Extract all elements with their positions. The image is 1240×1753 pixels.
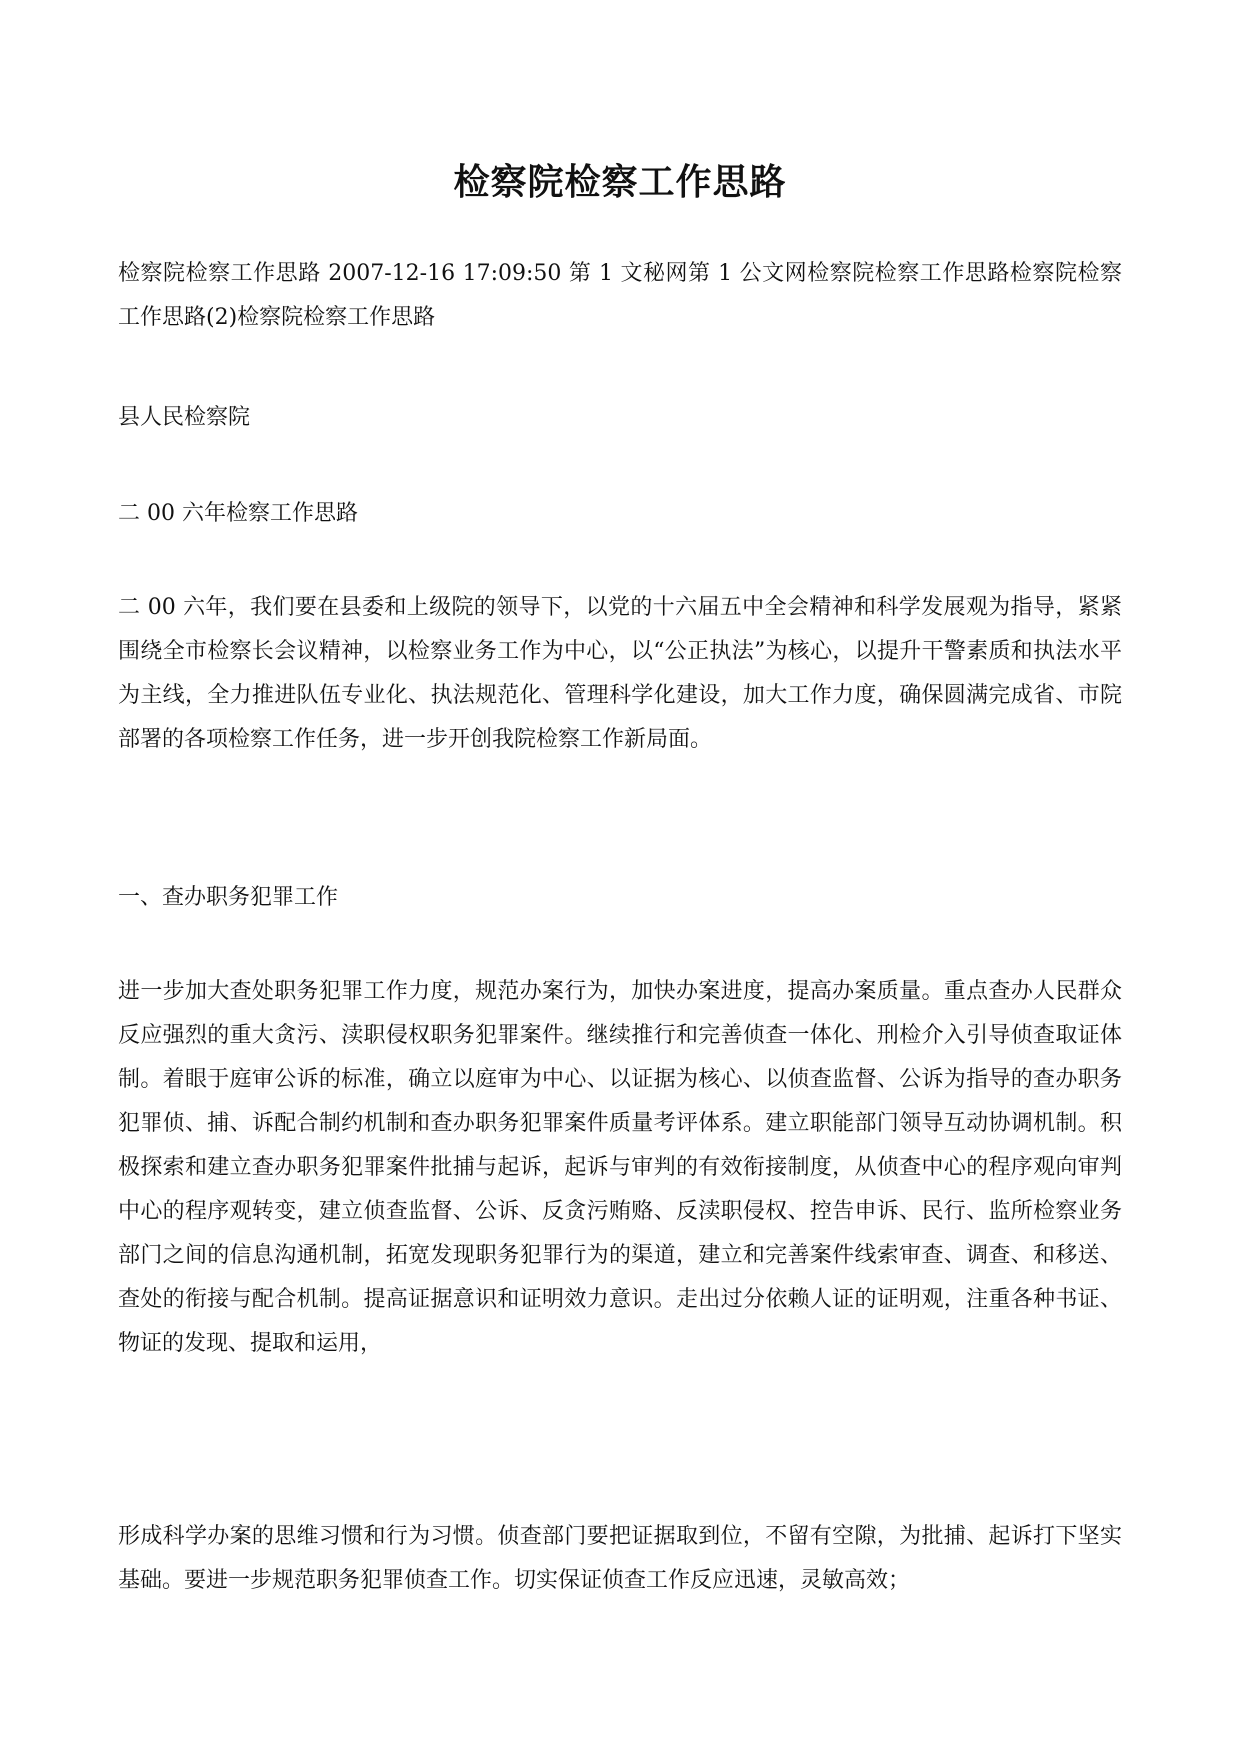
document-title: 检察院检察工作思路 bbox=[453, 161, 787, 203]
section-1-body: 进一步加大查处职务犯罪工作力度，规范办案行为，加快办案进度，提高办案质量。重点查办人民群众反应强烈的重大贪污、渎职侵权职务犯罪案件。继续推行和完善侦查一体化、刑检介入引导侦查取证体制。着眼于庭审公诉的标准，确立以庭审为中心、以证据为核心、以侦查监督、公诉为指导的查办职务犯罪侦、捕、诉配合制约机制和查办职务犯罪案件质量考评体系。建立职能部门领导互动协调机制。积极探索和建立查办职务犯罪案件批捕与起诉，起诉与审判的有效衔接制度，从侦查中心的程序观向审判中心的程序观转变，建立侦查监督、公诉、反贪污贿赂、反渎职侵权、控告申诉、民行、监所检察业务部门之间的信息沟通机制，拓宽发现职务犯罪行为的渠道，建立和完善案件线索审查、调查、和移送、查处的衔接与配合机制。提高证据意识和证明效力意识。走出过分依赖人证的证明观，注重各种书证、物证的发现、提取和运用， bbox=[118, 979, 1122, 1356]
section-1-body-continued: 形成科学办案的思维习惯和行为习惯。侦查部门要把证据取到位，不留有空隙，为批捕、起诉打下坚实基础。要进一步规范职务犯罪侦查工作。切实保证侦查工作反应迅速，灵敏高效； bbox=[118, 1524, 1122, 1593]
section-1-title: 一、查办职务犯罪工作 bbox=[118, 885, 339, 910]
plan-heading: 二 00 六年检察工作思路 bbox=[118, 501, 358, 526]
intro-paragraph: 二 00 六年，我们要在县委和上级院的领导下，以党的十六届五中全会精神和科学发展观为指导，紧紧围绕全市检察长会议精神，以检察业务工作为中心，以“公正执法”为核心，以提升干警素质和执法水平为主线，全力推进队伍专业化、执法规范化、管理科学化建设，加大工作力度，确保圆满完成省、市院部署的各项检察工作任务，进一步开创我院检察工作新局面。 bbox=[118, 595, 1122, 752]
organization-name: 县人民检察院 bbox=[118, 405, 251, 430]
meta-line: 检察院检察工作思路 2007-12-16 17:09:50 第 1 文秘网第 1 公文网检察院检察工作思路检察院检察工作思路(2)检察院检察工作思路 bbox=[118, 261, 1122, 330]
